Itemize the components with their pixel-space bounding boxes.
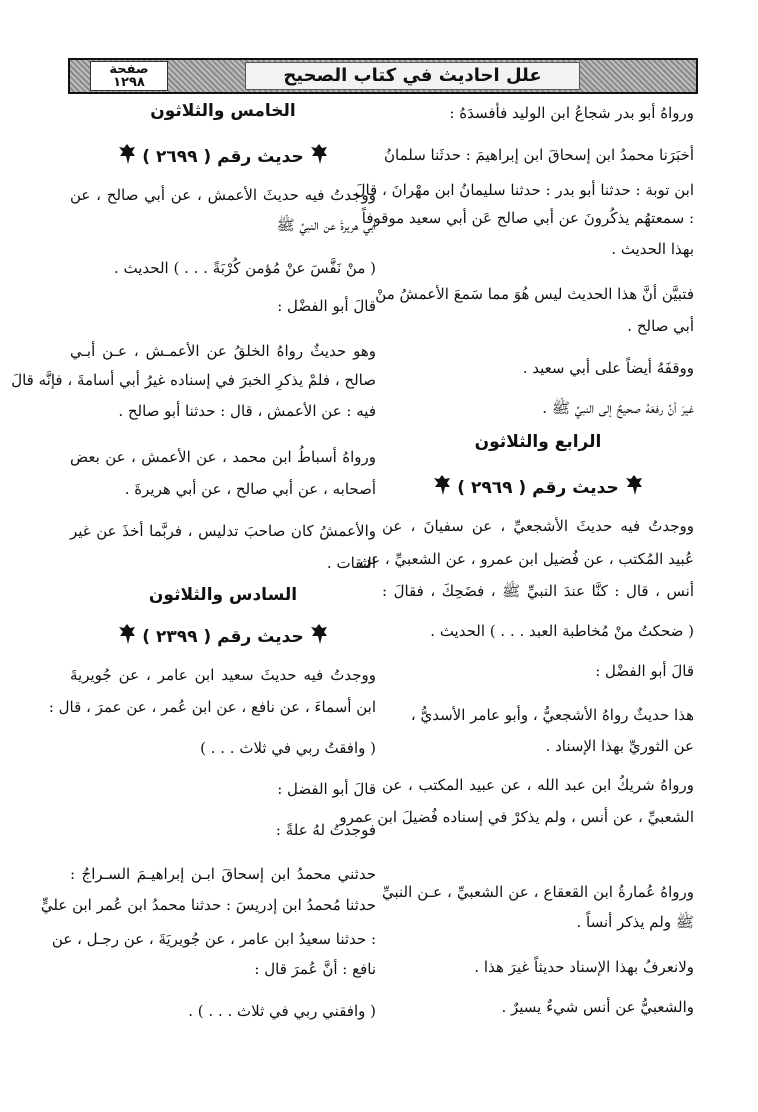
ornament-icon xyxy=(625,474,643,502)
text-line: ( وافقني ربي في ثلاث . . . ) . xyxy=(188,1002,376,1020)
text-line: غيرَ أنَّ رفعَهُ صحيحٌ إلى النبيِّ ﷺ . xyxy=(542,399,694,417)
section-heading: السادس والثلاثون xyxy=(148,585,298,605)
text-line: ورواهُ أبو بدر شجاعُ ابن الوليد فأفسدَهُ : xyxy=(449,104,694,122)
hadith-number: حديث رقم ( ٢٩٦٩ ) xyxy=(457,478,619,498)
text-line: ولانعرفُ بهذا الإسناد حديثاً غيرَ هذا . xyxy=(474,958,694,976)
text-line: صالح ، فلمْ يذكرِ الخبرَ في إسناده غيرُ أبي أسامةَ ، فإنَّه قالَ xyxy=(11,371,376,389)
hadith-number: حديث رقم ( ٢٣٩٩ ) xyxy=(142,627,304,647)
text-line: ووقفَهُ أيضاً على أبي سعيد . xyxy=(522,359,694,377)
section-heading: الرابع والثلاثون xyxy=(474,432,602,452)
text-line: ووجدتُ فيه حديثَ سعيد ابن عامر ، عن جُويريةَ xyxy=(70,666,376,684)
text-line: ورواهُ أسباطُ ابن محمد ، عن الأعمش ، عن بعض xyxy=(70,448,376,466)
text-line: حدثني محمدُ ابن إسحاقَ ابـن إبراهيـمَ السـراجُ : xyxy=(70,865,376,883)
text-line: فيه : عن الأعمش ، قال : حدثنا أبو صالح . xyxy=(118,402,376,420)
text-line: وهو حديثٌ رواهُ الخلقُ عن الأعمـش ، عـن أبـي xyxy=(70,342,376,360)
text-line: فوجدتُ لهُ علةً : xyxy=(275,821,376,839)
hadith-number-heading xyxy=(382,474,694,502)
book-title: علل احاديث في كتاب الصحيح xyxy=(245,62,580,90)
text-line: والشعبيُّ عن أنس شيءٌ يسيرٌ . xyxy=(501,998,694,1016)
hadith-number: حديث رقم ( ٢٦٩٩ ) xyxy=(142,147,304,167)
page-number-box xyxy=(90,61,168,91)
text-line: نافع : أنَّ عُمرَ قال : xyxy=(254,960,376,978)
text-line: أصحابه ، عن أبي صالح ، عن أبي هريرةَ . xyxy=(124,480,376,498)
text-line: قالَ أبو الفضْل : xyxy=(595,662,694,680)
text-line: قالَ أبو الفضْل : xyxy=(277,297,376,315)
text-line: والأعمشُ كان صاحبَ تدليس ، فربَّما أخذَ عن غير xyxy=(70,522,376,540)
text-line: أخبَرَنا محمدُ ابن إسحاقَ ابن إبراهيمَ : حدثَنا سلمانُ xyxy=(383,146,694,164)
text-line: ورواهُ عُمارةُ ابن القعقاع ، عن الشعبيِّ ، عـن النبيِّ xyxy=(382,883,694,901)
text-line: ورواهُ شريكُ ابن عبد الله ، عن عبيد المكتب ، عن xyxy=(382,776,694,794)
page-header xyxy=(68,58,698,94)
page-label: صفحة xyxy=(109,62,149,77)
text-line: أبي صالح . xyxy=(627,317,694,335)
text-line: الثقات . xyxy=(326,554,376,572)
ornament-icon xyxy=(433,474,451,502)
text-line: ابن توبة : حدثنا أبو بدر : حدثنا سليمانُ ابن مهْرانَ ، قالَ xyxy=(354,181,694,199)
text-line: الشعبيِّ ، عن أنس ، ولم يذكرْ في إسناده فُضيلَ ابن عمرو xyxy=(339,808,694,826)
text-line: : سمعتهُم يذكُرونَ عن أبي صالح عَن أبي سعيد موقوفاً xyxy=(361,209,694,227)
section-heading: الخامس والثلاثون xyxy=(150,101,296,121)
text-line: ( ضحكتُ منْ مُخاطبة العبد . . . ) الحديث . xyxy=(430,622,694,640)
hadith-number-heading xyxy=(70,623,376,651)
ornament-icon xyxy=(310,623,328,651)
text-line: أنس ، قال : كنَّا عندَ النبيِّ ﷺ ، فضَحِكَ ، فقالَ : xyxy=(382,582,694,600)
text-line: ابن أسماءَ ، عن نافع ، عن ابن عُمر ، عن عمرَ ، قال : xyxy=(48,698,376,716)
ornament-icon xyxy=(118,623,136,651)
text-line: هذا حديثٌ رواهُ الأشجعيُّ ، وأبو عامر الأسديُّ ، xyxy=(410,706,694,724)
page-number: ١٢٩٨ xyxy=(113,75,145,90)
text-line: عُبيد المُكتب ، عن فُضيل ابن عمرو ، عن الشعبيِّ ، عن xyxy=(359,550,694,568)
text-line: عن الثوريِّ بهذا الإسناد . xyxy=(545,737,694,755)
text-line: ووجدتُ فيه حديثَ الأشجعيِّ ، عن سفيانَ ، عن xyxy=(382,517,694,535)
text-line: ( وافقتُ ربي في ثلاث . . . ) xyxy=(200,739,376,757)
text-line: أبي هريرةَ عن النبيِّ ﷺ xyxy=(276,216,376,234)
text-line: ( منْ نَفَّسَ عنْ مُؤمن كُرْبَةً . . . ) الحديث . xyxy=(113,259,376,277)
text-line: قالَ أبو الفضل : xyxy=(277,780,376,798)
text-line: ﷺ ولم يذكر أنساً . xyxy=(576,913,694,931)
text-line: حدثنا مُحمدُ ابن إدريسَ : حدثنا محمدُ ابن عُمر ابن عليٍّ xyxy=(40,896,376,914)
text-line: ووجدتُ فيه حديثَ الأعمش ، عن أبي صالح ، عن xyxy=(70,186,376,204)
text-line: فتبيَّن أنَّ هذا الحديث ليس هُوَ مما سَمعَ الأعمشُ منْ xyxy=(375,285,694,303)
ornament-icon xyxy=(310,143,328,171)
text-line: بهذا الحديث . xyxy=(611,240,694,258)
hadith-number-heading xyxy=(70,143,376,171)
ornament-icon xyxy=(118,143,136,171)
text-line: : حدثنا سعيدُ ابن عامر ، عن جُويريَةَ ، عن رجـل ، عن xyxy=(51,930,376,948)
